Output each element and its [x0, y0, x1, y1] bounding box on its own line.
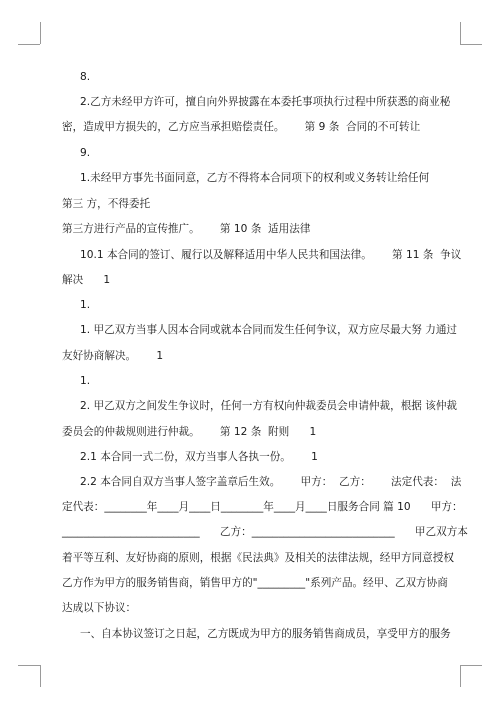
text-line: 1. 甲乙双方当事人因本合同或就本合同而发生任何争议，双方应尽最大努 力通过 — [80, 324, 458, 336]
text-line: 9. — [80, 147, 91, 159]
text-line: 10.1 本合同的签订、履行以及解释适用中华人民共和国法律。 第 11 条 争议 — [80, 249, 462, 261]
text-line: 委员会的仲裁规则进行仲裁。 第 12 条 附则 1 — [62, 426, 317, 438]
text-line: 着平等互利、友好协商的原则，根据《民法典》及相关的法律法规，经甲方同意授权 — [62, 552, 454, 564]
crop-mark-top-right-v — [460, 22, 461, 44]
crop-mark-top-right-h — [460, 44, 482, 45]
text-line: 1.未经甲方事先书面同意，乙方不得将本合同项下的权利或义务转让给任何 — [80, 172, 430, 184]
crop-mark-bottom-left-v — [40, 665, 41, 687]
text-line: 2.2 本合同自双方当事人签字盖章后生效。 甲方： 乙方： 法定代表： 法 — [80, 476, 462, 488]
crop-mark-bottom-left-h — [18, 665, 40, 666]
crop-mark-bottom-right-v — [460, 665, 461, 687]
crop-mark-top-left-v — [40, 22, 41, 44]
text-line: 2.乙方未经甲方许可，擅自向外界披露在本委托事项执行过程中所获悉的商业秘 — [80, 96, 451, 108]
text-line: 第三 方，不得委托 — [62, 198, 151, 210]
crop-mark-top-left-h — [18, 44, 40, 45]
text-line: 友好协商解决。 1 — [62, 350, 164, 362]
text-line: __________________________ 乙方：___________________________ 甲乙双方本 — [62, 526, 468, 538]
text-line: 1. — [80, 299, 91, 311]
text-line: 解决 1 — [62, 274, 111, 286]
text-line: 8. — [80, 71, 91, 83]
text-line: 一、自本协议签订之日起，乙方既成为甲方的服务销售商成员，享受甲方的服务 — [80, 628, 451, 640]
text-line: 第三方进行产品的宣传推广。 第 10 条 适用法律 — [62, 223, 311, 235]
crop-mark-bottom-right-h — [460, 665, 482, 666]
text-line: 密，造成甲方损失的，乙方应当承担赔偿责任。 第 9 条 合同的不可转让 — [62, 121, 421, 133]
text-line: 2.1 本合同一式二份，双方当事人各执一份。 1 — [80, 451, 318, 463]
text-line: 2. 甲乙双方之间发生争议时，任何一方有权向仲裁委员会申请仲裁，根据 该仲裁 — [80, 400, 458, 412]
text-line: 达成以下协议： — [62, 602, 137, 614]
text-line: 定代表：________年____月____日________年____月____日服务合同 篇 10 甲方： — [62, 501, 463, 513]
text-line: 乙方作为甲方的服务销售商，销售甲方的"_________"系列产品。经甲、乙双方协商 — [62, 577, 448, 589]
text-line: 1. — [80, 375, 91, 387]
